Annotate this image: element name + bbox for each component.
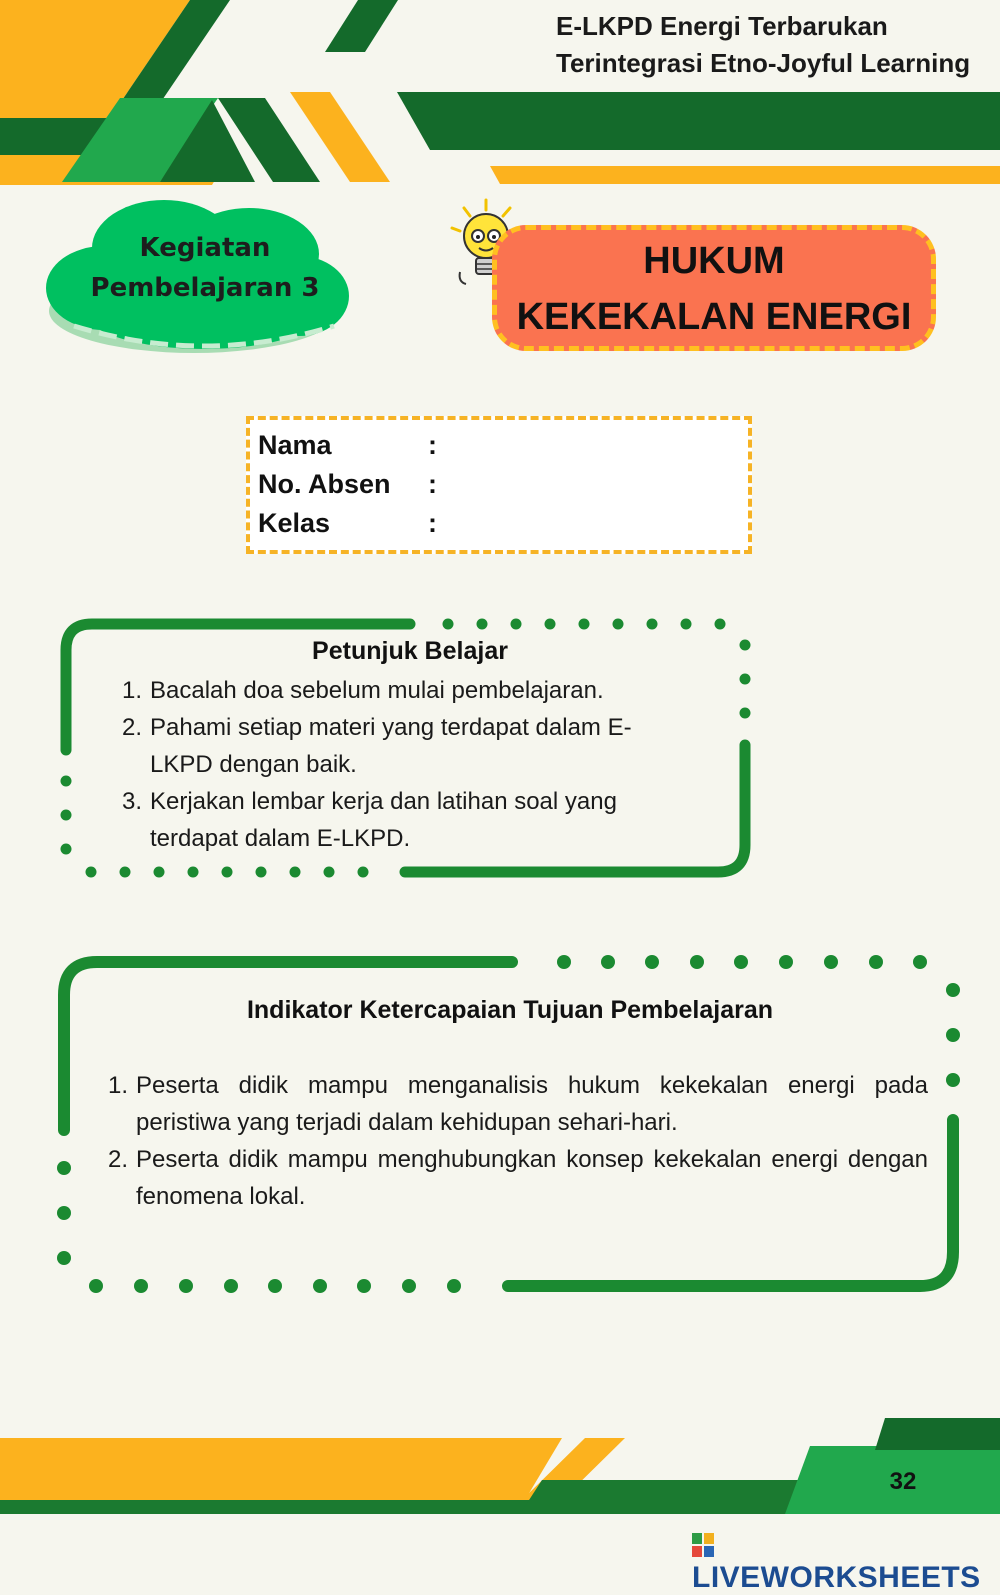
list-item-number: 1. [108, 1072, 129, 1099]
list-item-number: 2. [122, 714, 143, 741]
topic-title-box [492, 225, 936, 351]
activity-badge-line1: Kegiatan [139, 233, 271, 263]
list-item-text: Kerjakan lembar kerja dan latihan soal yang terdapat dalam E-LKPD. [150, 788, 617, 852]
instructions-title: Petunjuk Belajar [312, 637, 508, 665]
activity-badge [60, 228, 350, 308]
absen-colon: : [428, 469, 437, 499]
instructions-list [122, 672, 697, 857]
list-item-number: 3. [122, 788, 143, 815]
activity-badge-line2: Pembelajaran 3 [90, 273, 320, 303]
liveworksheets-logo-icon [692, 1533, 714, 1557]
list-item [122, 709, 697, 783]
kelas-label: Kelas [258, 508, 331, 538]
kelas-colon: : [428, 508, 437, 538]
header-title-line2: Terintegrasi Etno-Joyful Learning [556, 48, 971, 78]
page-number: 32 [889, 1468, 917, 1495]
name-label: Nama [258, 430, 332, 460]
list-item-text: Peserta didik mampu menganalisis hukum kekekalan energi pada peristiwa yang terjadi dalam kehidupan sehari-hari. [136, 1072, 928, 1136]
liveworksheets-watermark [692, 1527, 1000, 1595]
indicators-list [108, 1067, 928, 1215]
list-item-text: Pahami setiap materi yang terdapat dalam E-LKPD dengan baik. [150, 714, 632, 778]
header-title-line1: E-LKPD Energi Terbarukan [556, 11, 888, 41]
list-item-text: Peserta didik mampu menghubungkan konsep kekekalan energi dengan fenomena lokal. [136, 1146, 928, 1210]
topic-title-line2: KEKEKALAN ENERGI [516, 296, 912, 338]
topic-title-line1: HUKUM [643, 240, 785, 282]
header-title [556, 8, 996, 82]
list-item-number: 1. [122, 677, 143, 704]
absen-label: No. Absen [258, 469, 391, 499]
list-item [108, 1067, 928, 1141]
list-item [122, 783, 697, 857]
list-item [122, 672, 697, 709]
watermark-text: LIVEWORKSHEETS [692, 1561, 981, 1594]
indicators-title: Indikator Ketercapaian Tujuan Pembelajaran [246, 996, 774, 1024]
list-item [108, 1141, 928, 1215]
name-colon: : [428, 430, 437, 460]
identity-box [246, 416, 752, 554]
list-item-number: 2. [108, 1146, 129, 1173]
list-item-text: Bacalah doa sebelum mulai pembelajaran. [150, 677, 604, 704]
